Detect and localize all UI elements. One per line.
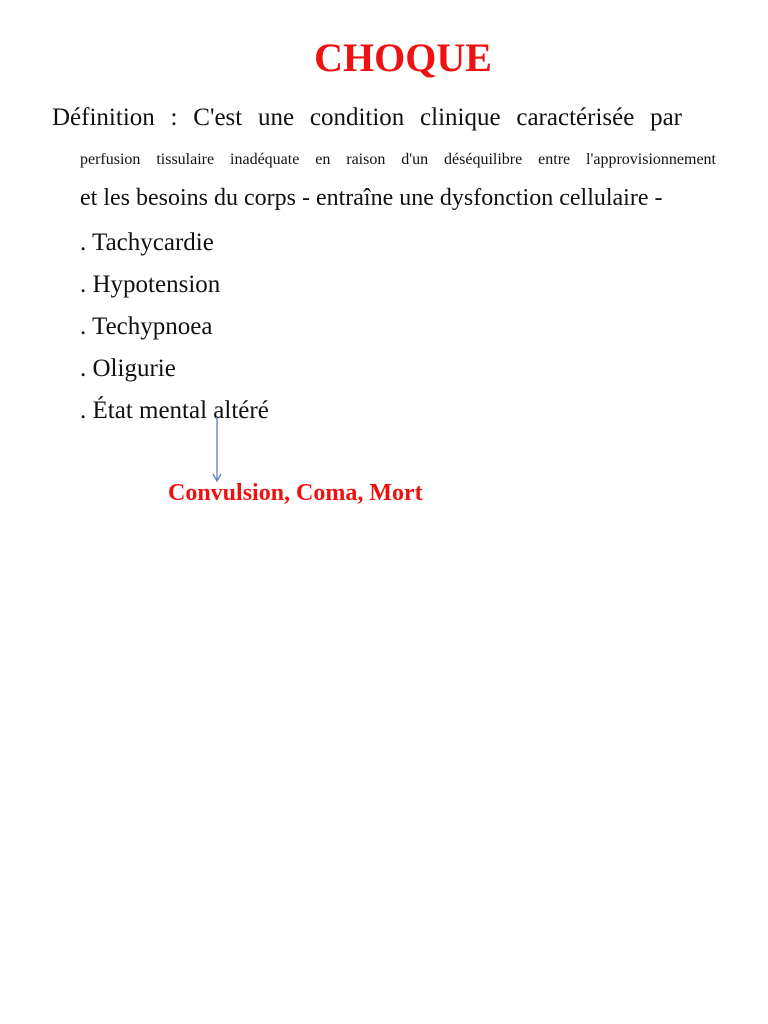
page-title: CHOQUE [314,35,492,80]
definition-text-1: : C'est une condition clinique caractérisée par [170,104,683,131]
symptom-item: . État mental altéré [80,397,269,424]
definition-line-2: perfusion tissulaire inadéquate en raison d'un déséquilibre entre l'approvisionnement [80,151,716,168]
definition-line-3: et les besoins du corps - entraîne une dysfonction cellulaire - [80,185,663,211]
definition-label: Définition [52,104,155,131]
symptom-item: . Hypotension [80,271,221,298]
outcome-text: Convulsion, Coma, Mort [168,480,423,506]
arrow-down-icon [210,416,224,486]
symptom-item: . Tachycardie [80,229,214,256]
symptom-item: . Oligurie [80,355,176,382]
symptom-list [80,228,269,438]
symptom-item: . Techypnoea [80,313,213,340]
definition-line-1 [52,104,682,132]
